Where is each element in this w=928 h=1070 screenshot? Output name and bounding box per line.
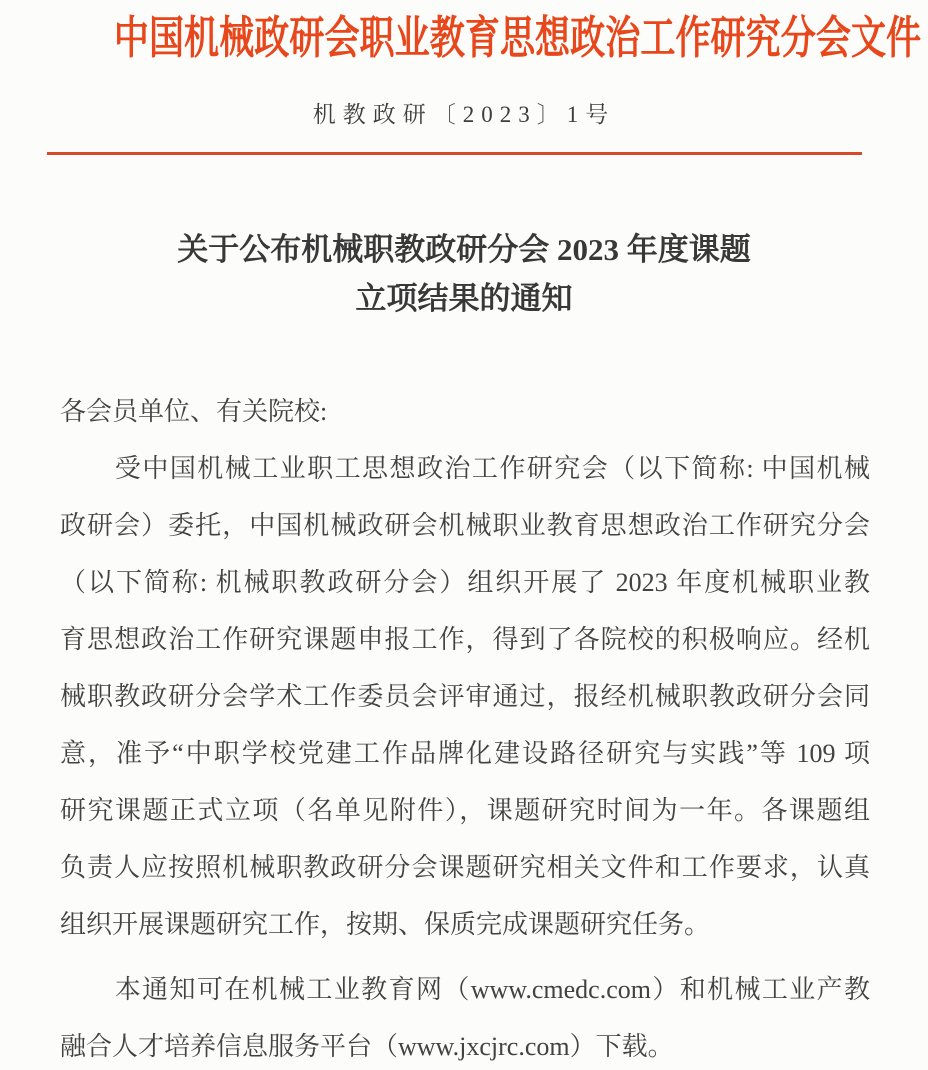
document-title-line: 关于公布机械职教政研分会 2023 年度课题 bbox=[177, 232, 751, 268]
body-line: 意，准予“中职学校党建工作品牌化建设路径研究与实践”等 109 项 bbox=[60, 739, 870, 769]
document-body bbox=[60, 383, 870, 1070]
body-line: （以下简称: 机械职教政研分会）组织开展了 2023 年度机械职业教 bbox=[60, 568, 870, 598]
document-header-banner bbox=[0, 13, 928, 63]
body-line: 育思想政治工作研究课题申报工作，得到了各院校的积极响应。经机 bbox=[60, 625, 870, 655]
body-line: 政研会）委托，中国机械政研会机械职业教育思想政治工作研究分会 bbox=[60, 511, 870, 541]
salutation: 各会员单位、有关院校: bbox=[60, 397, 328, 427]
body-line: 本通知可在机械工业教育网（www.cmedc.com）和机械工业产教 bbox=[60, 975, 870, 1005]
red-divider-rule bbox=[47, 152, 862, 155]
paragraph-1 bbox=[60, 440, 870, 953]
body-line: 融合人才培养信息服务平台（www.jxcjrc.com）下载。 bbox=[60, 1032, 674, 1062]
body-line: 负责人应按照机械职教政研分会课题研究相关文件和工作要求，认真 bbox=[60, 853, 870, 883]
body-line: 受中国机械工业职工思想政治工作研究会（以下简称: 中国机械 bbox=[60, 454, 870, 484]
body-line: 组织开展课题研究工作，按期、保质完成课题研究任务。 bbox=[60, 910, 711, 940]
document-title-line: 立项结果的通知 bbox=[355, 281, 573, 317]
paragraph-2 bbox=[60, 961, 870, 1070]
body-line: 研究课题正式立项（名单见附件），课题研究时间为一年。各课题组 bbox=[60, 796, 870, 826]
body-line: 械职教政研分会学术工作委员会评审通过，报经机械职教政研分会同 bbox=[60, 682, 870, 712]
banner-title: 中国机械政研会职业教育思想政治工作研究分会文件 bbox=[113, 12, 922, 63]
document-number: 机教政研〔2023〕1号 bbox=[312, 102, 616, 128]
document-title bbox=[0, 225, 928, 323]
